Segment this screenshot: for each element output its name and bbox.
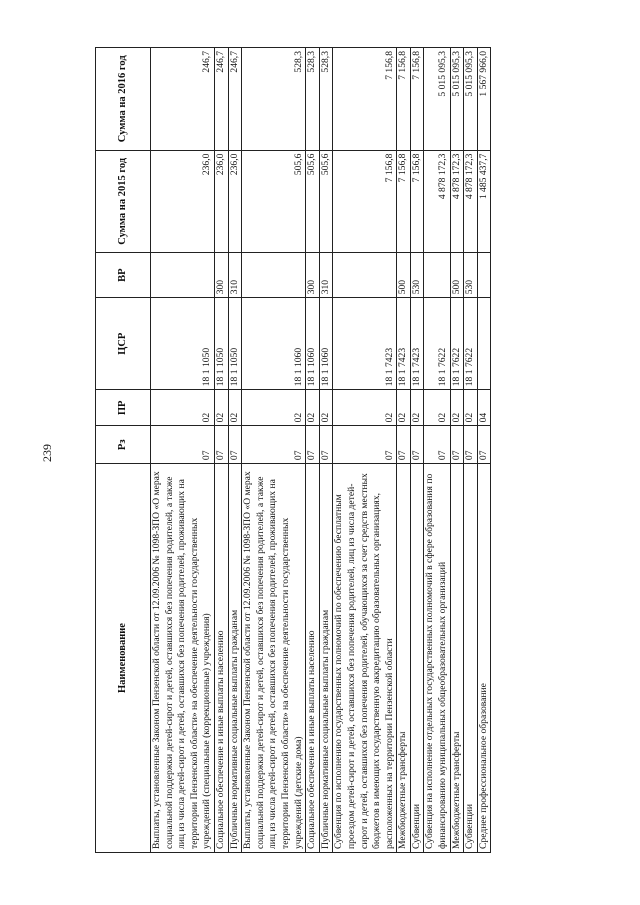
- row-sum-2016: 7 156,8: [410, 48, 424, 151]
- row-sum-2016: 5 015 095,3: [450, 48, 464, 151]
- table-row: [410, 48, 424, 853]
- row-sum-2016: 246,7: [228, 48, 242, 151]
- row-rz: 07: [319, 426, 333, 464]
- budget-table: [95, 47, 491, 853]
- row-rz: 07: [214, 426, 228, 464]
- row-sum-2015: 7 156,8: [333, 150, 397, 253]
- row-csr: 18 1 7423: [397, 298, 411, 390]
- row-pr: 02: [450, 390, 464, 426]
- header-vr: ВР: [96, 253, 151, 298]
- row-pr: 02: [306, 390, 320, 426]
- row-sum-2016: 5 015 095,3: [424, 48, 450, 151]
- row-vr: 310: [228, 253, 242, 298]
- row-sum-2015: 505,6: [319, 150, 333, 253]
- row-sum-2016: 246,7: [151, 48, 215, 151]
- row-rz: 07: [306, 426, 320, 464]
- row-sum-2016: 7 156,8: [333, 48, 397, 151]
- table-row: [306, 48, 320, 853]
- row-name: Субвенции: [464, 464, 478, 853]
- row-name: Социальное обеспечение и иные выплаты населению: [214, 464, 228, 853]
- table-row: [151, 48, 215, 853]
- row-name: Субвенция по исполнению государственных полномочий по обеспечению бесплатным проездом детей-сирот и детей, оставшихся без попечения родителей, лиц из числа детей-сирот и детей, оставшихся без попечения родителей, обучающихся за счет средств местных бюджетов в имеющих государственную аккредитацию образовательных организациях, расположенных на территории Пензенской области: [333, 464, 397, 853]
- row-pr: 02: [214, 390, 228, 426]
- row-pr: 02: [424, 390, 450, 426]
- row-csr: 18 1 1060: [242, 298, 306, 390]
- row-rz: 07: [228, 426, 242, 464]
- row-sum-2015: 505,6: [242, 150, 306, 253]
- table-row: [228, 48, 242, 853]
- row-pr: 02: [397, 390, 411, 426]
- row-vr: [424, 253, 450, 298]
- row-vr: 530: [410, 253, 424, 298]
- table-row: [214, 48, 228, 853]
- row-csr: 18 1 1050: [228, 298, 242, 390]
- row-rz: 07: [333, 426, 397, 464]
- header-sum-2016: Сумма на 2016 год: [96, 48, 151, 151]
- row-name: Социальное обеспечение и иные выплаты населению: [306, 464, 320, 853]
- row-sum-2015: 236,0: [214, 150, 228, 253]
- row-vr: 300: [214, 253, 228, 298]
- row-sum-2016: 7 156,8: [397, 48, 411, 151]
- row-sum-2016: 528,3: [319, 48, 333, 151]
- row-csr: 18 1 7423: [333, 298, 397, 390]
- row-sum-2016: 246,7: [214, 48, 228, 151]
- row-vr: 500: [397, 253, 411, 298]
- row-vr: 500: [450, 253, 464, 298]
- row-vr: 300: [306, 253, 320, 298]
- row-csr: [477, 298, 491, 390]
- row-sum-2016: 1 567 966,0: [477, 48, 491, 151]
- row-name: Межбюджетные трансферты: [397, 464, 411, 853]
- row-pr: 02: [319, 390, 333, 426]
- page-number: 239: [40, 444, 54, 462]
- row-csr: 18 1 7622: [464, 298, 478, 390]
- row-name: Среднее профессиональное образование: [477, 464, 491, 853]
- row-sum-2015: 4 878 172,3: [424, 150, 450, 253]
- row-vr: [333, 253, 397, 298]
- row-rz: 07: [464, 426, 478, 464]
- row-name: Субвенции: [410, 464, 424, 853]
- row-sum-2015: 4 878 172,3: [450, 150, 464, 253]
- row-name: Выплаты, установленные Законом Пензенской области от 12.09.2006 № 1098-ЗПО «О мерах социальной поддержки детей-сирот и детей, оставшихся без попечения родителей, а также лиц из числа детей-сирот и детей, оставшихся без попечения родителей, проживающих на территории Пензенской области» на обеспечение деятельности государственных учреждений (детские дома): [242, 464, 306, 853]
- row-sum-2015: 236,0: [151, 150, 215, 253]
- row-pr: 02: [464, 390, 478, 426]
- row-sum-2016: 5 015 095,3: [464, 48, 478, 151]
- table-row: [319, 48, 333, 853]
- row-pr: 02: [151, 390, 215, 426]
- row-vr: 310: [319, 253, 333, 298]
- header-sum-2015: Сумма на 2015 год: [96, 150, 151, 253]
- table-row: [242, 48, 306, 853]
- row-name: Публичные нормативные социальные выплаты гражданам: [319, 464, 333, 853]
- row-rz: 07: [424, 426, 450, 464]
- row-vr: [242, 253, 306, 298]
- row-name: Межбюджетные трансферты: [450, 464, 464, 853]
- header-name: Наименование: [96, 464, 151, 853]
- table-row: [333, 48, 397, 853]
- row-vr: 530: [464, 253, 478, 298]
- row-csr: 18 1 7622: [450, 298, 464, 390]
- row-pr: 02: [333, 390, 397, 426]
- row-pr: 04: [477, 390, 491, 426]
- row-pr: 02: [242, 390, 306, 426]
- row-rz: 07: [397, 426, 411, 464]
- row-pr: 02: [228, 390, 242, 426]
- header-pr: ПР: [96, 390, 151, 426]
- header-rz: Рз: [96, 426, 151, 464]
- row-name: Субвенция на исполнение отдельных государственных полномочий в сфере образования по финансированию муниципальных общеобразовательных организаций: [424, 464, 450, 853]
- row-rz: 07: [477, 426, 491, 464]
- row-vr: [477, 253, 491, 298]
- row-vr: [151, 253, 215, 298]
- table-row: [397, 48, 411, 853]
- header-csr: ЦСР: [96, 298, 151, 390]
- row-rz: 07: [450, 426, 464, 464]
- row-sum-2015: 1 485 437,7: [477, 150, 491, 253]
- row-csr: 18 1 1060: [319, 298, 333, 390]
- rotated-table-container: [95, 47, 555, 853]
- row-csr: 18 1 1050: [151, 298, 215, 390]
- table-row: [477, 48, 491, 853]
- row-name: Выплаты, установленные Законом Пензенской области от 12.09.2006 № 1098-ЗПО «О мерах социальной поддержки детей-сирот и детей, оставшихся без попечения родителей, а также лиц из числа детей-сирот и детей, оставшихся без попечения родителей, проживающих на территории Пензенской области» на обеспечение деятельности государственных учреждений (специальные (коррекционные) учреждения): [151, 464, 215, 853]
- row-sum-2015: 505,6: [306, 150, 320, 253]
- row-rz: 07: [242, 426, 306, 464]
- row-sum-2015: 236,0: [228, 150, 242, 253]
- row-sum-2015: 4 878 172,3: [464, 150, 478, 253]
- row-name: Публичные нормативные социальные выплаты гражданам: [228, 464, 242, 853]
- table-header-row: [96, 48, 151, 853]
- table-row: [450, 48, 464, 853]
- table-row: [424, 48, 450, 853]
- row-csr: 18 1 7622: [424, 298, 450, 390]
- row-csr: 18 1 1060: [306, 298, 320, 390]
- table-row: [464, 48, 478, 853]
- row-csr: 18 1 1050: [214, 298, 228, 390]
- row-sum-2015: 7 156,8: [410, 150, 424, 253]
- row-sum-2016: 528,3: [242, 48, 306, 151]
- row-sum-2015: 7 156,8: [397, 150, 411, 253]
- row-csr: 18 1 7423: [410, 298, 424, 390]
- row-rz: 07: [410, 426, 424, 464]
- row-sum-2016: 528,3: [306, 48, 320, 151]
- row-rz: 07: [151, 426, 215, 464]
- row-pr: 02: [410, 390, 424, 426]
